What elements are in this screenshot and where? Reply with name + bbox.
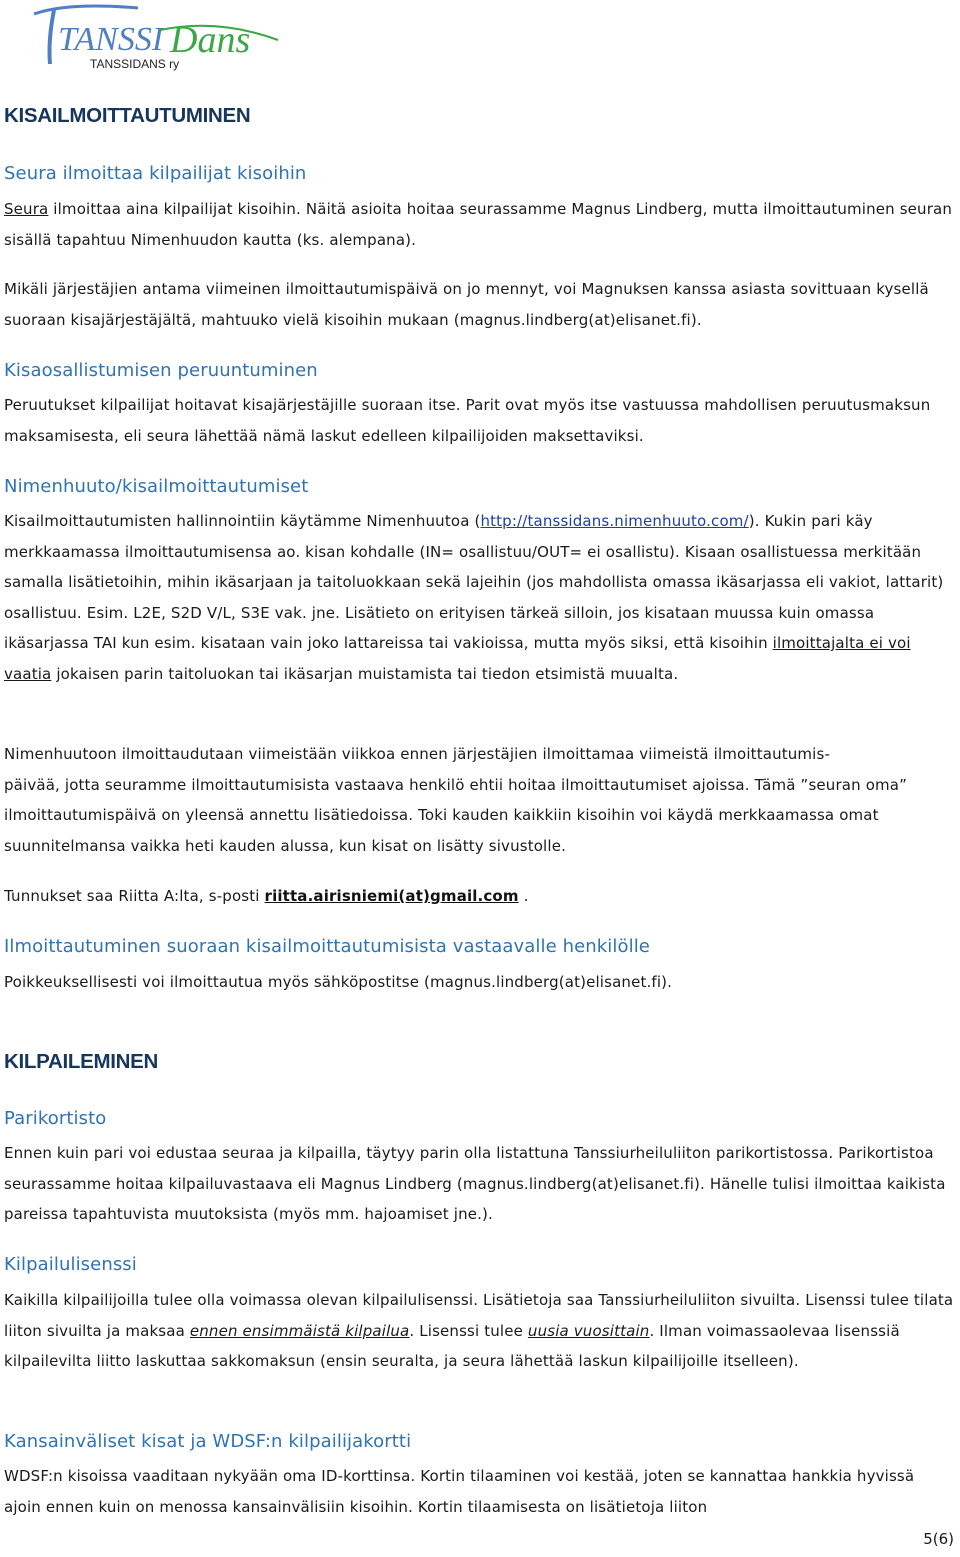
- nimenhuuto-paragraph-2: [4, 739, 956, 861]
- logo-word-dans: Dans: [170, 19, 251, 61]
- seura-underlined: Seura: [4, 200, 49, 218]
- seura-paragraph-1: [4, 194, 956, 255]
- lisenssi-text-c: . Ilman voimassaolevaa lisenssiä kilpailevilta liitto laskuttaa sakkomaksun (ensin seuralta, ja seura lähettää laskun kilpailijoille itselleen).: [4, 1321, 900, 1370]
- seura-paragraph-1-text: ilmoittaa aina kilpailijat kisoihin. Näitä asioita hoitaa seurassamme Magnus Lindberg, mutta ilmoittautuminen seuran sisällä tapahtuu Nimenhuudon kautta (ks. alempana).: [4, 200, 953, 249]
- seura-paragraph-2: Mikäli järjestäjien antama viimeinen ilmoittautumispäivä on jo mennyt, voi Magnuksen kanssa asiasta sovittuaan kysellä suoraan kisajärjestäjältä, mahtuuko vielä kisoihin mukaan (magnus.lindberg(at)elisanet.fi).: [4, 280, 929, 329]
- parikortisto-heading: Parikortisto: [4, 1108, 107, 1129]
- lisenssi-text-b: . Lisenssi tulee: [409, 1321, 528, 1340]
- nimenhuuto-p2-text: päivää, jotta seuramme ilmoittautumisista vastaava henkilö ehtii hoitaa ilmoittautumiset ajoissa. Tämä ”seuran oma” ilmoittautumispäivä on yleensä annettu lisätiedoissa. Toki kauden kaikkiin kisoihin voi käydä merkkaamassa omat suunnitelmansa vaikka heti kauden alussa, kun kisat on lisätty sivustolle.: [4, 775, 908, 855]
- peruuntuminen-heading: Kisaosallistumisen peruuntuminen: [4, 360, 318, 381]
- nimenhuuto-heading: Nimenhuuto/kisailmoittautumiset: [4, 476, 309, 497]
- page-number: 5(6): [923, 1530, 954, 1548]
- lisenssi-emphasis-1: ennen ensimmäistä kilpailua: [189, 1321, 410, 1340]
- nimenhuuto-p1-text-a: Kisailmoittautumisten hallinnointiin käytämme Nimenhuutoa (: [4, 512, 481, 530]
- nimenhuuto-p1-text-b: ). Kukin pari käy merkkaamassa ilmoittautumisensa ao. kisan kohdalle (IN= osallistuu/OUT= ei osallistu). Kisaan osallistuessa merkitään samalla lisätietoihin, mihin ikäsarjaan ja taitoluokkaan sekä lajeihin (jos mahdollista omassa ikäsarjassa eli vakiot, lattarit) osallistuu. Esim. L2E, S2D V/L, S3E vak. jne. Lisätieto on erityisen tärkeä silloin, jos kisataan muussa kuin omassa ikäsarjassa TAI kun esim. kisataan vain joko lattareissa tai vakioissa, mutta myös siksi, että kisoihin: [4, 512, 944, 652]
- tanssidans-logo: [28, 0, 290, 76]
- wdsf-heading: Kansainväliset kisat ja WDSF:n kilpailijakortti: [4, 1431, 412, 1452]
- kisailmoittautuminen-heading: KISAILMOITTAUTUMINEN: [4, 104, 251, 127]
- riitta-email-link[interactable]: riitta.airisniemi(at)gmail.com: [264, 887, 519, 905]
- lisenssi-text-a: Kaikilla kilpailijoilla tulee olla voimassa olevan kilpailulisenssi. Lisätietoja saa Tanssiurheiluliiton sivuilta. Lisenssi tulee tilata liiton sivuilta ja maksaa: [4, 1291, 954, 1340]
- suoraan-heading: Ilmoittautuminen suoraan kisailmoittautumisista vastaavalle henkilölle: [4, 936, 650, 957]
- nimenhuuto-paragraph-1: [4, 506, 956, 689]
- logo-word-tanssi: TANSSI: [58, 21, 164, 58]
- nimenhuuto-p1-underlined: ilmoittajalta ei voi vaatia: [4, 634, 911, 683]
- kilpaileminen-heading: KILPAILEMINEN: [4, 1050, 159, 1073]
- lisenssi-emphasis-2: uusia vuosittain: [527, 1321, 650, 1340]
- nimenhuuto-link[interactable]: http://tanssidans.nimenhuuto.com/: [480, 512, 749, 530]
- parikortisto-paragraph: Ennen kuin pari voi edustaa seuraa ja kilpailla, täytyy parin olla listattuna Tanssiurheiluliiton parikortistossa. Parikortistoa seurassamme hoitaa kilpailuvastaava eli Magnus Lindberg (magnus.lindberg(at)elisanet.fi). Hänelle tulisi ilmoittaa kaikista pareissa tapahtuvista muutoksista (myös mm. hajoamiset jne.).: [4, 1144, 946, 1223]
- nimenhuuto-p2-line-1: Nimenhuutoon ilmoittaudutaan viimeistään viikkoa ennen järjestäjien ilmoittamaa viimeistä ilmoittautumis-: [4, 745, 831, 763]
- lisenssi-paragraph: [4, 1285, 956, 1377]
- seura-heading: Seura ilmoittaa kilpailijat kisoihin: [4, 163, 307, 184]
- nimenhuuto-paragraph-3: [4, 881, 956, 912]
- lisenssi-heading: Kilpailulisenssi: [4, 1254, 137, 1275]
- nimenhuuto-p3-text-a: Tunnukset saa Riitta A:lta, s-posti: [4, 887, 265, 905]
- nimenhuuto-p1-text-c: jokaisen parin taitoluokan tai ikäsarjan muistamista tai tiedon etsimistä muualta.: [51, 664, 679, 683]
- logo-subtitle: TANSSIDANS ry: [90, 57, 180, 71]
- wdsf-paragraph: WDSF:n kisoissa vaaditaan nykyään oma ID-korttinsa. Kortin tilaaminen voi kestää, joten se kannattaa hankkia hyvissä ajoin ennen kuin on menossa kansainvälisiin kisoihin. Kortin tilaamisesta on lisätietoja liiton: [4, 1467, 915, 1516]
- suoraan-paragraph: Poikkeuksellisesti voi ilmoittautua myös sähköpostitse (magnus.lindberg(at)elisanet.fi).: [4, 973, 673, 991]
- logo-graphic: [28, 0, 290, 76]
- peruuntuminen-paragraph: Peruutukset kilpailijat hoitavat kisajärjestäjille suoraan itse. Parit ovat myös itse vastuussa mahdollisen peruutusmaksun maksamisesta, eli seura lähettää nämä laskut edelleen kilpailijoiden maksettaviksi.: [4, 396, 931, 445]
- nimenhuuto-p3-text-b: .: [518, 887, 529, 905]
